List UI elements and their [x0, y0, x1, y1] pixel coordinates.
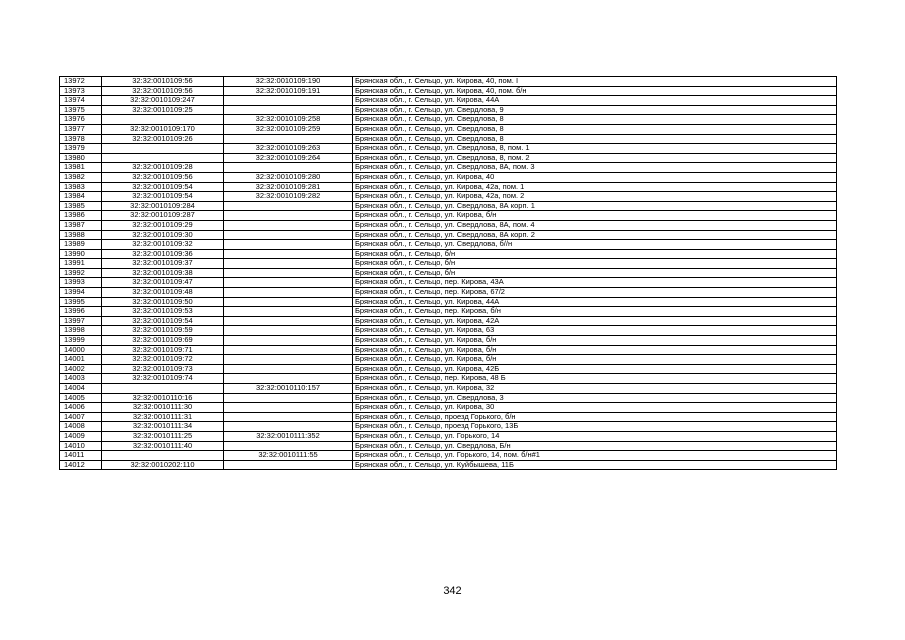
table-row	[60, 431, 837, 441]
object-cadastral-number-cell: 32:32:0010109:259	[224, 124, 353, 134]
row-number-cell: 13986	[60, 211, 102, 221]
address-cell: Брянская обл., г. Сельцо, б/н	[353, 249, 837, 259]
parcel-cadastral-number-cell: 32:32:0010109:48	[102, 288, 224, 298]
row-number-cell: 13979	[60, 144, 102, 154]
parcel-cadastral-number-cell: 32:32:0010109:36	[102, 249, 224, 259]
address-cell: Брянская обл., г. Сельцо, проезд Горького, 13Б	[353, 422, 837, 432]
object-cadastral-number-cell	[224, 355, 353, 365]
parcel-cadastral-number-cell: 32:32:0010109:73	[102, 364, 224, 374]
row-number-cell: 13999	[60, 336, 102, 346]
table-row	[60, 124, 837, 134]
row-number-cell: 13998	[60, 326, 102, 336]
object-cadastral-number-cell	[224, 288, 353, 298]
object-cadastral-number-cell	[224, 211, 353, 221]
row-number-cell: 13995	[60, 297, 102, 307]
row-number-cell: 13985	[60, 201, 102, 211]
address-cell: Брянская обл., г. Сельцо, ул. Свердлова, 8	[353, 124, 837, 134]
address-cell: Брянская обл., г. Сельцо, ул. Свердлова, 9	[353, 105, 837, 115]
address-cell: Брянская обл., г. Сельцо, ул. Кирова, б/н	[353, 211, 837, 221]
row-number-cell: 13996	[60, 307, 102, 317]
object-cadastral-number-cell	[224, 412, 353, 422]
object-cadastral-number-cell	[224, 134, 353, 144]
address-cell: Брянская обл., г. Сельцо, ул. Кирова, 63	[353, 326, 837, 336]
row-number-cell: 13983	[60, 182, 102, 192]
parcel-cadastral-number-cell: 32:32:0010109:56	[102, 77, 224, 87]
object-cadastral-number-cell: 32:32:0010110:157	[224, 384, 353, 394]
table-row	[60, 288, 837, 298]
parcel-cadastral-number-cell: 32:32:0010109:30	[102, 230, 224, 240]
object-cadastral-number-cell	[224, 364, 353, 374]
table-row	[60, 403, 837, 413]
parcel-cadastral-number-cell	[102, 153, 224, 163]
address-cell: Брянская обл., г. Сельцо, ул. Кирова, 42А	[353, 316, 837, 326]
table-row	[60, 441, 837, 451]
row-number-cell: 14001	[60, 355, 102, 365]
object-cadastral-number-cell	[224, 422, 353, 432]
row-number-cell: 13990	[60, 249, 102, 259]
object-cadastral-number-cell: 32:32:0010111:55	[224, 451, 353, 461]
row-number-cell: 13981	[60, 163, 102, 173]
table-row	[60, 336, 837, 346]
object-cadastral-number-cell: 32:32:0010109:280	[224, 172, 353, 182]
address-cell: Брянская обл., г. Сельцо, ул. Кирова, 42а, пом. 2	[353, 192, 837, 202]
row-number-cell: 13987	[60, 220, 102, 230]
address-cell: Брянская обл., г. Сельцо, ул. Горького, 14, пом. б/н#1	[353, 451, 837, 461]
object-cadastral-number-cell	[224, 374, 353, 384]
table-row	[60, 374, 837, 384]
row-number-cell: 13997	[60, 316, 102, 326]
parcel-cadastral-number-cell: 32:32:0010109:69	[102, 336, 224, 346]
table-row	[60, 77, 837, 87]
object-cadastral-number-cell: 32:32:0010109:281	[224, 182, 353, 192]
row-number-cell: 14000	[60, 345, 102, 355]
parcel-cadastral-number-cell: 32:32:0010109:28	[102, 163, 224, 173]
row-number-cell: 14008	[60, 422, 102, 432]
address-cell: Брянская обл., г. Сельцо, ул. Кирова, 42а, пом. 1	[353, 182, 837, 192]
table-row	[60, 182, 837, 192]
table-row	[60, 153, 837, 163]
address-cell: Брянская обл., г. Сельцо, ул. Свердлова, 8А корп. 2	[353, 230, 837, 240]
parcel-cadastral-number-cell: 32:32:0010109:50	[102, 297, 224, 307]
table-row	[60, 134, 837, 144]
table-row	[60, 144, 837, 154]
address-cell: Брянская обл., г. Сельцо, ул. Свердлова, 3	[353, 393, 837, 403]
parcel-cadastral-number-cell: 32:32:0010109:56	[102, 172, 224, 182]
row-number-cell: 14005	[60, 393, 102, 403]
row-number-cell: 13994	[60, 288, 102, 298]
object-cadastral-number-cell	[224, 307, 353, 317]
parcel-cadastral-number-cell: 32:32:0010109:59	[102, 326, 224, 336]
object-cadastral-number-cell	[224, 460, 353, 470]
row-number-cell: 13975	[60, 105, 102, 115]
address-cell: Брянская обл., г. Сельцо, ул. Кирова, 30	[353, 403, 837, 413]
address-cell: Брянская обл., г. Сельцо, ул. Кирова, 44А	[353, 96, 837, 106]
parcel-cadastral-number-cell: 32:32:0010111:25	[102, 431, 224, 441]
object-cadastral-number-cell: 32:32:0010109:190	[224, 77, 353, 87]
parcel-cadastral-number-cell: 32:32:0010111:40	[102, 441, 224, 451]
parcel-cadastral-number-cell: 32:32:0010109:32	[102, 240, 224, 250]
table-row	[60, 163, 837, 173]
object-cadastral-number-cell	[224, 249, 353, 259]
table-row	[60, 172, 837, 182]
parcel-cadastral-number-cell: 32:32:0010111:31	[102, 412, 224, 422]
parcel-cadastral-number-cell: 32:32:0010109:54	[102, 316, 224, 326]
row-number-cell: 13984	[60, 192, 102, 202]
parcel-cadastral-number-cell: 32:32:0010109:54	[102, 182, 224, 192]
parcel-cadastral-number-cell: 32:32:0010109:25	[102, 105, 224, 115]
address-cell: Брянская обл., г. Сельцо, ул. Кирова, 40, пом. б/н	[353, 86, 837, 96]
row-number-cell: 13980	[60, 153, 102, 163]
parcel-cadastral-number-cell: 32:32:0010109:54	[102, 192, 224, 202]
object-cadastral-number-cell: 32:32:0010109:264	[224, 153, 353, 163]
table-row	[60, 192, 837, 202]
object-cadastral-number-cell: 32:32:0010109:263	[224, 144, 353, 154]
row-number-cell: 13992	[60, 268, 102, 278]
table-row	[60, 345, 837, 355]
object-cadastral-number-cell: 32:32:0010109:282	[224, 192, 353, 202]
row-number-cell: 13973	[60, 86, 102, 96]
table-row	[60, 230, 837, 240]
table-row	[60, 211, 837, 221]
address-cell: Брянская обл., г. Сельцо, ул. Свердлова, Б/н	[353, 441, 837, 451]
parcel-cadastral-number-cell	[102, 451, 224, 461]
object-cadastral-number-cell: 32:32:0010109:191	[224, 86, 353, 96]
address-cell: Брянская обл., г. Сельцо, б/н	[353, 268, 837, 278]
address-cell: Брянская обл., г. Сельцо, ул. Кирова, 40, пом. I	[353, 77, 837, 87]
parcel-cadastral-number-cell: 32:32:0010109:74	[102, 374, 224, 384]
row-number-cell: 14012	[60, 460, 102, 470]
row-number-cell: 14006	[60, 403, 102, 413]
table-row	[60, 364, 837, 374]
row-number-cell: 13976	[60, 115, 102, 125]
address-cell: Брянская обл., г. Сельцо, ул. Кирова, 44А	[353, 297, 837, 307]
row-number-cell: 13978	[60, 134, 102, 144]
table-row	[60, 422, 837, 432]
table-row	[60, 326, 837, 336]
parcel-cadastral-number-cell: 32:32:0010109:29	[102, 220, 224, 230]
parcel-cadastral-number-cell	[102, 384, 224, 394]
object-cadastral-number-cell	[224, 336, 353, 346]
table-row	[60, 220, 837, 230]
table-row	[60, 86, 837, 96]
parcel-cadastral-number-cell: 32:32:0010109:56	[102, 86, 224, 96]
parcel-cadastral-number-cell: 32:32:0010109:170	[102, 124, 224, 134]
address-cell: Брянская обл., г. Сельцо, ул. Свердлова, 8А корп. 1	[353, 201, 837, 211]
object-cadastral-number-cell	[224, 163, 353, 173]
parcel-cadastral-number-cell: 32:32:0010109:287	[102, 211, 224, 221]
property-registry-table	[59, 76, 837, 470]
parcel-cadastral-number-cell: 32:32:0010109:53	[102, 307, 224, 317]
table-row	[60, 259, 837, 269]
address-cell: Брянская обл., г. Сельцо, ул. Свердлова, 8А, пом. 3	[353, 163, 837, 173]
parcel-cadastral-number-cell: 32:32:0010109:284	[102, 201, 224, 211]
object-cadastral-number-cell	[224, 240, 353, 250]
table-row	[60, 115, 837, 125]
object-cadastral-number-cell	[224, 393, 353, 403]
parcel-cadastral-number-cell: 32:32:0010111:34	[102, 422, 224, 432]
address-cell: Брянская обл., г. Сельцо, ул. Свердлова, 8, пом. 1	[353, 144, 837, 154]
row-number-cell: 13988	[60, 230, 102, 240]
object-cadastral-number-cell: 32:32:0010111:352	[224, 431, 353, 441]
row-number-cell: 14002	[60, 364, 102, 374]
address-cell: Брянская обл., г. Сельцо, ул. Кирова, б/н	[353, 345, 837, 355]
parcel-cadastral-number-cell: 32:32:0010109:72	[102, 355, 224, 365]
row-number-cell: 14003	[60, 374, 102, 384]
object-cadastral-number-cell	[224, 441, 353, 451]
table-row	[60, 316, 837, 326]
address-cell: Брянская обл., г. Сельцо, ул. Свердлова, 8	[353, 134, 837, 144]
address-cell: Брянская обл., г. Сельцо, ул. Свердлова, б//н	[353, 240, 837, 250]
object-cadastral-number-cell	[224, 297, 353, 307]
table-row	[60, 297, 837, 307]
table-row	[60, 384, 837, 394]
parcel-cadastral-number-cell: 32:32:0010110:16	[102, 393, 224, 403]
row-number-cell: 13977	[60, 124, 102, 134]
row-number-cell: 14009	[60, 431, 102, 441]
object-cadastral-number-cell	[224, 220, 353, 230]
row-number-cell: 14004	[60, 384, 102, 394]
page-number: 342	[443, 585, 462, 597]
table-row	[60, 451, 837, 461]
address-cell: Брянская обл., г. Сельцо, ул. Куйбышева, 11Б	[353, 460, 837, 470]
parcel-cadastral-number-cell: 32:32:0010109:26	[102, 134, 224, 144]
row-number-cell: 14010	[60, 441, 102, 451]
address-cell: Брянская обл., г. Сельцо, пер. Кирова, 48 Б	[353, 374, 837, 384]
table-row	[60, 268, 837, 278]
row-number-cell: 13972	[60, 77, 102, 87]
table-row	[60, 249, 837, 259]
object-cadastral-number-cell	[224, 96, 353, 106]
row-number-cell: 14007	[60, 412, 102, 422]
parcel-cadastral-number-cell: 32:32:0010109:247	[102, 96, 224, 106]
parcel-cadastral-number-cell: 32:32:0010109:38	[102, 268, 224, 278]
object-cadastral-number-cell	[224, 345, 353, 355]
parcel-cadastral-number-cell: 32:32:0010109:71	[102, 345, 224, 355]
table-row	[60, 201, 837, 211]
object-cadastral-number-cell	[224, 230, 353, 240]
parcel-cadastral-number-cell	[102, 144, 224, 154]
address-cell: Брянская обл., г. Сельцо, ул. Кирова, б/н	[353, 355, 837, 365]
row-number-cell: 14011	[60, 451, 102, 461]
address-cell: Брянская обл., г. Сельцо, ул. Кирова, 42Б	[353, 364, 837, 374]
object-cadastral-number-cell	[224, 403, 353, 413]
object-cadastral-number-cell	[224, 278, 353, 288]
address-cell: Брянская обл., г. Сельцо, ул. Кирова, 40	[353, 172, 837, 182]
address-cell: Брянская обл., г. Сельцо, ул. Свердлова, 8А, пом. 4	[353, 220, 837, 230]
parcel-cadastral-number-cell: 32:32:0010109:37	[102, 259, 224, 269]
object-cadastral-number-cell	[224, 105, 353, 115]
row-number-cell: 13993	[60, 278, 102, 288]
parcel-cadastral-number-cell: 32:32:0010109:47	[102, 278, 224, 288]
row-number-cell: 13974	[60, 96, 102, 106]
table-row	[60, 307, 837, 317]
table-row	[60, 393, 837, 403]
table-row	[60, 278, 837, 288]
table-row	[60, 240, 837, 250]
parcel-cadastral-number-cell: 32:32:0010111:30	[102, 403, 224, 413]
table-row	[60, 355, 837, 365]
parcel-cadastral-number-cell: 32:32:0010202:110	[102, 460, 224, 470]
row-number-cell: 13982	[60, 172, 102, 182]
table-row	[60, 105, 837, 115]
object-cadastral-number-cell	[224, 201, 353, 211]
object-cadastral-number-cell	[224, 326, 353, 336]
address-cell: Брянская обл., г. Сельцо, пер. Кирова, 67/2	[353, 288, 837, 298]
object-cadastral-number-cell: 32:32:0010109:258	[224, 115, 353, 125]
address-cell: Брянская обл., г. Сельцо, пер. Кирова, б/н	[353, 307, 837, 317]
address-cell: Брянская обл., г. Сельцо, ул. Свердлова, 8, пом. 2	[353, 153, 837, 163]
parcel-cadastral-number-cell	[102, 115, 224, 125]
address-cell: Брянская обл., г. Сельцо, проезд Горького, б/н	[353, 412, 837, 422]
address-cell: Брянская обл., г. Сельцо, пер. Кирова, 43А	[353, 278, 837, 288]
object-cadastral-number-cell	[224, 268, 353, 278]
row-number-cell: 13989	[60, 240, 102, 250]
object-cadastral-number-cell	[224, 316, 353, 326]
address-cell: Брянская обл., г. Сельцо, ул. Горького, 14	[353, 431, 837, 441]
row-number-cell: 13991	[60, 259, 102, 269]
address-cell: Брянская обл., г. Сельцо, ул. Кирова, б/н	[353, 336, 837, 346]
address-cell: Брянская обл., г. Сельцо, ул. Кирова, 32	[353, 384, 837, 394]
object-cadastral-number-cell	[224, 259, 353, 269]
address-cell: Брянская обл., г. Сельцо, б/н	[353, 259, 837, 269]
table-row	[60, 460, 837, 470]
table-row	[60, 96, 837, 106]
registry-table-body	[60, 77, 837, 470]
address-cell: Брянская обл., г. Сельцо, ул. Свердлова, 8	[353, 115, 837, 125]
table-row	[60, 412, 837, 422]
